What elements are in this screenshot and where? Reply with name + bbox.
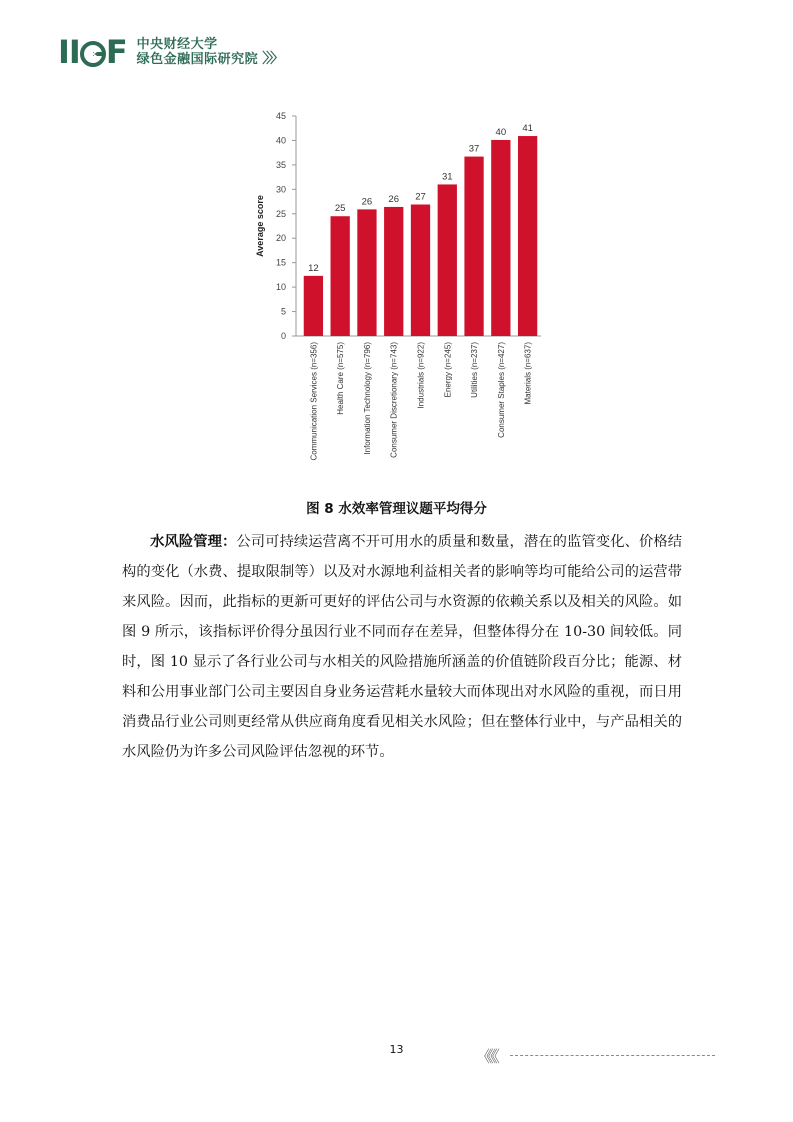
page-header [58, 34, 281, 70]
bar-value-label: 40 [495, 126, 507, 138]
category-label: Utilities (n=237) [470, 342, 480, 398]
iigf-logo [58, 33, 127, 71]
bar [491, 140, 510, 336]
y-tick-label: 15 [275, 257, 286, 268]
y-tick-label: 20 [275, 233, 286, 244]
bar-value-label: 27 [415, 191, 426, 203]
bar-value-label: 12 [308, 262, 319, 274]
org-name-line2-text: 绿色金融国际研究院 [136, 52, 259, 67]
y-tick-label: 35 [275, 159, 286, 170]
logo-letters: II F [58, 33, 127, 71]
bar-value-label: 41 [522, 123, 533, 135]
bar-chart [243, 108, 563, 490]
paragraph-text: 公司可持续运营离不开可用水的质量和数量，潜在的监管变化、价格结构的变化（水费、提取限制等）以及对水源地利益相关者的影响等均可能给公司的运营带来风险。因而，此指标的更新可更好的评估公司与水资源的依赖关系以及相关的风险。如图 9 所示，该指标评价得分虽因行业不同而存在差异，但整体得分在 10-30 间较低。同时，图 10 显示了各行业公司与水相关的风险措施所涵盖的价值链阶段百分比；能源、材料和公用事业部门公司主要因自身业务运营耗水量较大而体现出对水风险的重视，而日用消费品行业公司则更经常从供应商角度看见相关水风险；但在整体行业中，与产品相关的水风险仍为许多公司风险评估忽视的环节。 [122, 534, 683, 760]
y-tick-label: 10 [275, 282, 286, 293]
y-tick-label: 25 [275, 208, 286, 219]
page-number: 13 [389, 1043, 404, 1056]
y-tick-label: 30 [275, 184, 286, 195]
bar [518, 136, 537, 336]
category-label: Industrials (n=922) [416, 342, 426, 409]
org-name [137, 37, 282, 67]
bar [464, 157, 483, 336]
y-tick-label: 5 [280, 306, 286, 317]
bar [304, 276, 323, 336]
bar [384, 207, 403, 336]
figure-caption: 图 8 水效率管理议题平均得分 [306, 501, 487, 517]
bar-value-label: 26 [388, 193, 400, 205]
bar [438, 184, 457, 336]
org-name-line1: 中央财经大学 [136, 37, 218, 52]
category-label: Information Technology (n=796) [362, 342, 372, 455]
y-axis-label: Average score [255, 195, 265, 257]
bar [331, 216, 350, 336]
bar-value-label: 31 [441, 171, 453, 183]
category-label: Materials (n=637) [523, 342, 533, 405]
bar [411, 204, 430, 336]
bar-value-label: 26 [361, 196, 373, 208]
bar-value-label: 25 [334, 203, 346, 215]
category-label: Consumer Discretionary (n=743) [389, 342, 399, 458]
bar [357, 209, 376, 336]
paragraph-lead: 水风险管理： [150, 534, 237, 550]
y-tick-label: 40 [275, 135, 286, 146]
org-name-line2 [137, 52, 282, 67]
body-paragraph [122, 527, 682, 767]
chevron-right-icon: 〉〉〉 [262, 51, 282, 67]
chevron-left-icon: 《《《 [476, 1047, 497, 1066]
category-label: Health Care (n=575) [336, 342, 346, 415]
bar-value-label: 37 [468, 143, 480, 155]
y-tick-label: 45 [275, 111, 286, 121]
category-label: Energy (n=245) [443, 342, 453, 398]
y-tick-label: 0 [280, 331, 286, 341]
category-label: Communication Services (n=356) [309, 342, 319, 461]
category-label: Consumer Staples (n=427) [496, 342, 506, 438]
footer-divider [510, 1055, 715, 1056]
globe-icon [80, 41, 106, 67]
